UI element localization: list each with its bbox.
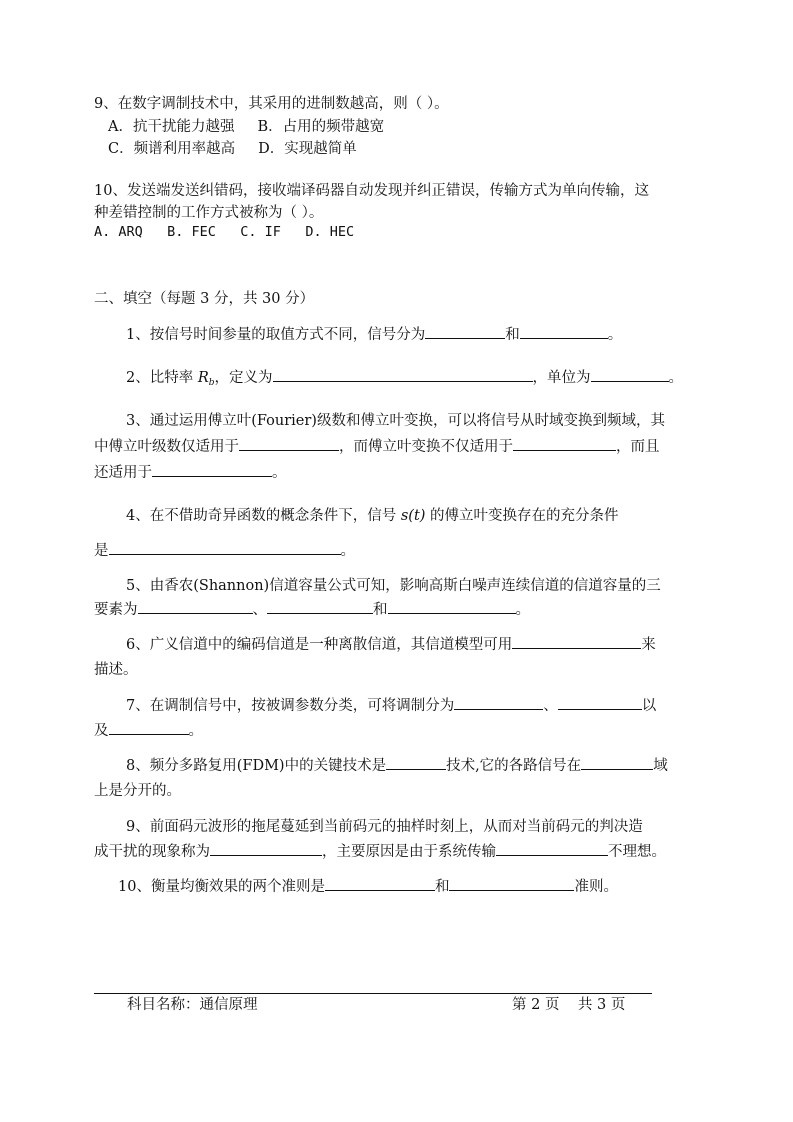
fill-q5-text-a: 要素为 <box>94 602 138 618</box>
fill-q1-text-c: 。 <box>607 327 623 343</box>
fill-q2-symbol-sub: b <box>208 378 215 388</box>
fill-q2-text-d: 。 <box>668 370 684 386</box>
fill-q6-text-a: 6、广义信道中的编码信道是一种离散信道，其信道模型可用 <box>126 637 513 653</box>
mc-q10-stem-line2: 种差错控制的工作方式被称为（ ）。 <box>94 205 324 221</box>
fill-q7-line2 <box>94 720 203 742</box>
fill-q2-text-b: ，定义为 <box>214 370 273 386</box>
fill-q8-blank-2[interactable] <box>581 755 653 770</box>
mc-q10-options: A. ARQ B. FEC C. IF D. HEC <box>94 224 355 240</box>
fill-q4-text-b: 的傅立叶变换存在的充分条件 <box>425 508 619 524</box>
mc-q9-stem: 9、在数字调制技术中，其采用的进制数越高，则（ ）。 <box>94 96 449 112</box>
fill-q7-blank-3[interactable] <box>109 720 189 735</box>
mc-q9-options-row2: C．频谱利用率越高 D．实现越简单 <box>108 141 357 157</box>
fill-q4-text-c: 是 <box>94 543 109 559</box>
fill-q4-text-d: 。 <box>340 543 355 559</box>
fill-q10-blank-1[interactable] <box>325 876 435 891</box>
fill-q5-text-d: 。 <box>515 602 530 618</box>
fill-q5-blank-3[interactable] <box>388 599 516 614</box>
fill-q3-blank-2[interactable] <box>513 436 616 451</box>
fill-q5-line2 <box>94 599 530 621</box>
fill-q10-blank-2[interactable] <box>449 876 574 891</box>
fill-q3-text-d: 还适用于 <box>94 465 152 481</box>
fill-q6-line2: 描述。 <box>94 662 138 678</box>
fill-q1-blank-1[interactable] <box>425 324 505 339</box>
fill-q4-line2 <box>94 540 355 562</box>
fill-q4-symbol: s(t) <box>400 508 426 524</box>
fill-q3-blank-1[interactable] <box>239 436 339 451</box>
fill-q4-blank-1[interactable] <box>109 540 341 555</box>
fill-q8-text-a: 8、频分多路复用(FDM)中的关键技术是 <box>126 758 387 774</box>
fill-q2-blank-1[interactable] <box>273 367 533 382</box>
fill-q9-text-a: 成干扰的现象称为 <box>94 844 210 860</box>
footer-subject: 科目名称：通信原理 <box>127 997 258 1013</box>
fill-q7-text-d: 及 <box>94 723 109 739</box>
fill-q3-text-c: ，而且 <box>616 439 660 455</box>
fill-q9-line2 <box>94 841 666 863</box>
mc-q10-stem-line1: 10、发送端发送纠错码，接收端译码器自动发现并纠正错误，传输方式为单向传输，这 <box>94 183 649 199</box>
fill-q4-text-a: 4、在不借助奇异函数的概念条件下，信号 <box>126 508 401 524</box>
fill-q8-text-b: 技术,它的各路信号在 <box>446 758 582 774</box>
fill-q3-line2 <box>94 436 660 458</box>
fill-q3-line1: 3、通过运用傅立叶(Fourier)级数和傅立叶变换，可以将信号从时域变换到频域，其 <box>126 413 665 429</box>
fill-q10-text-c: 准则。 <box>574 879 618 895</box>
fill-q5-text-b: 、 <box>252 602 267 618</box>
fill-q5-line1: 5、由香农(Shannon)信道容量公式可知，影响高斯白噪声连续信道的信道容量的三 <box>126 578 661 594</box>
fill-q10 <box>118 876 618 898</box>
fill-q7-line1 <box>126 695 656 717</box>
fill-q2 <box>126 367 683 394</box>
fill-q3-text-b: ，而傅立叶变换不仅适用于 <box>339 439 513 455</box>
fill-q2-symbol: R <box>197 370 209 386</box>
fill-q5-blank-2[interactable] <box>267 599 373 614</box>
fill-q1 <box>126 324 622 346</box>
fill-q2-text-a: 2、比特率 <box>126 370 198 386</box>
fill-q8-line2: 上是分开的。 <box>94 783 181 799</box>
fill-q4-line1 <box>126 505 619 527</box>
fill-heading: 二、填空（每题 3 分，共 30 分） <box>94 291 315 307</box>
fill-q1-text-b: 和 <box>505 327 520 343</box>
fill-q7-blank-1[interactable] <box>454 695 543 710</box>
fill-q5-blank-1[interactable] <box>138 599 253 614</box>
fill-q7-text-c: 以 <box>641 698 657 714</box>
fill-q8-line1 <box>126 755 668 777</box>
footer-page-number: 第 2 页 共 3 页 <box>512 997 626 1013</box>
fill-q7-blank-2[interactable] <box>558 695 642 710</box>
fill-q10-text-b: 和 <box>434 879 450 895</box>
fill-q8-blank-1[interactable] <box>386 755 446 770</box>
fill-q5-text-c: 和 <box>373 602 388 618</box>
mc-q9-options-row1: A．抗干扰能力越强 B．占用的频带越宽 <box>108 119 385 135</box>
fill-q2-blank-2[interactable] <box>591 367 669 382</box>
fill-q7-text-a: 7、在调制信号中，按被调参数分类，可将调制分为 <box>126 698 455 714</box>
fill-q1-blank-2[interactable] <box>520 324 608 339</box>
fill-q9-line1: 9、前面码元波形的拖尾蔓延到当前码元的抽样时刻上，从而对当前码元的判决造 <box>126 819 643 835</box>
fill-q7-text-b: 、 <box>543 698 558 714</box>
fill-q2-text-c: ，单位为 <box>532 370 591 386</box>
fill-q3-text-a: 中傅立叶级数仅适用于 <box>94 439 239 455</box>
fill-q6-blank-1[interactable] <box>512 634 641 649</box>
fill-q9-text-c: 不理想。 <box>608 844 666 860</box>
fill-q9-text-b: ，主要原因是由于系统传输 <box>322 844 496 860</box>
fill-q6-line1 <box>126 634 656 656</box>
fill-q6-text-b: 来 <box>641 637 656 653</box>
fill-q3-text-e: 。 <box>272 465 287 481</box>
fill-q9-blank-1[interactable] <box>210 841 322 856</box>
fill-q10-text-a: 10、衡量均衡效果的两个准则是 <box>118 879 325 895</box>
fill-q1-text-a: 1、按信号时间参量的取值方式不同，信号分为 <box>126 327 426 343</box>
fill-q8-text-c: 域 <box>653 758 668 774</box>
fill-q3-blank-3[interactable] <box>152 462 272 477</box>
fill-q3-line3 <box>94 462 287 484</box>
fill-q7-text-e: 。 <box>188 723 203 739</box>
fill-q9-blank-2[interactable] <box>496 841 608 856</box>
